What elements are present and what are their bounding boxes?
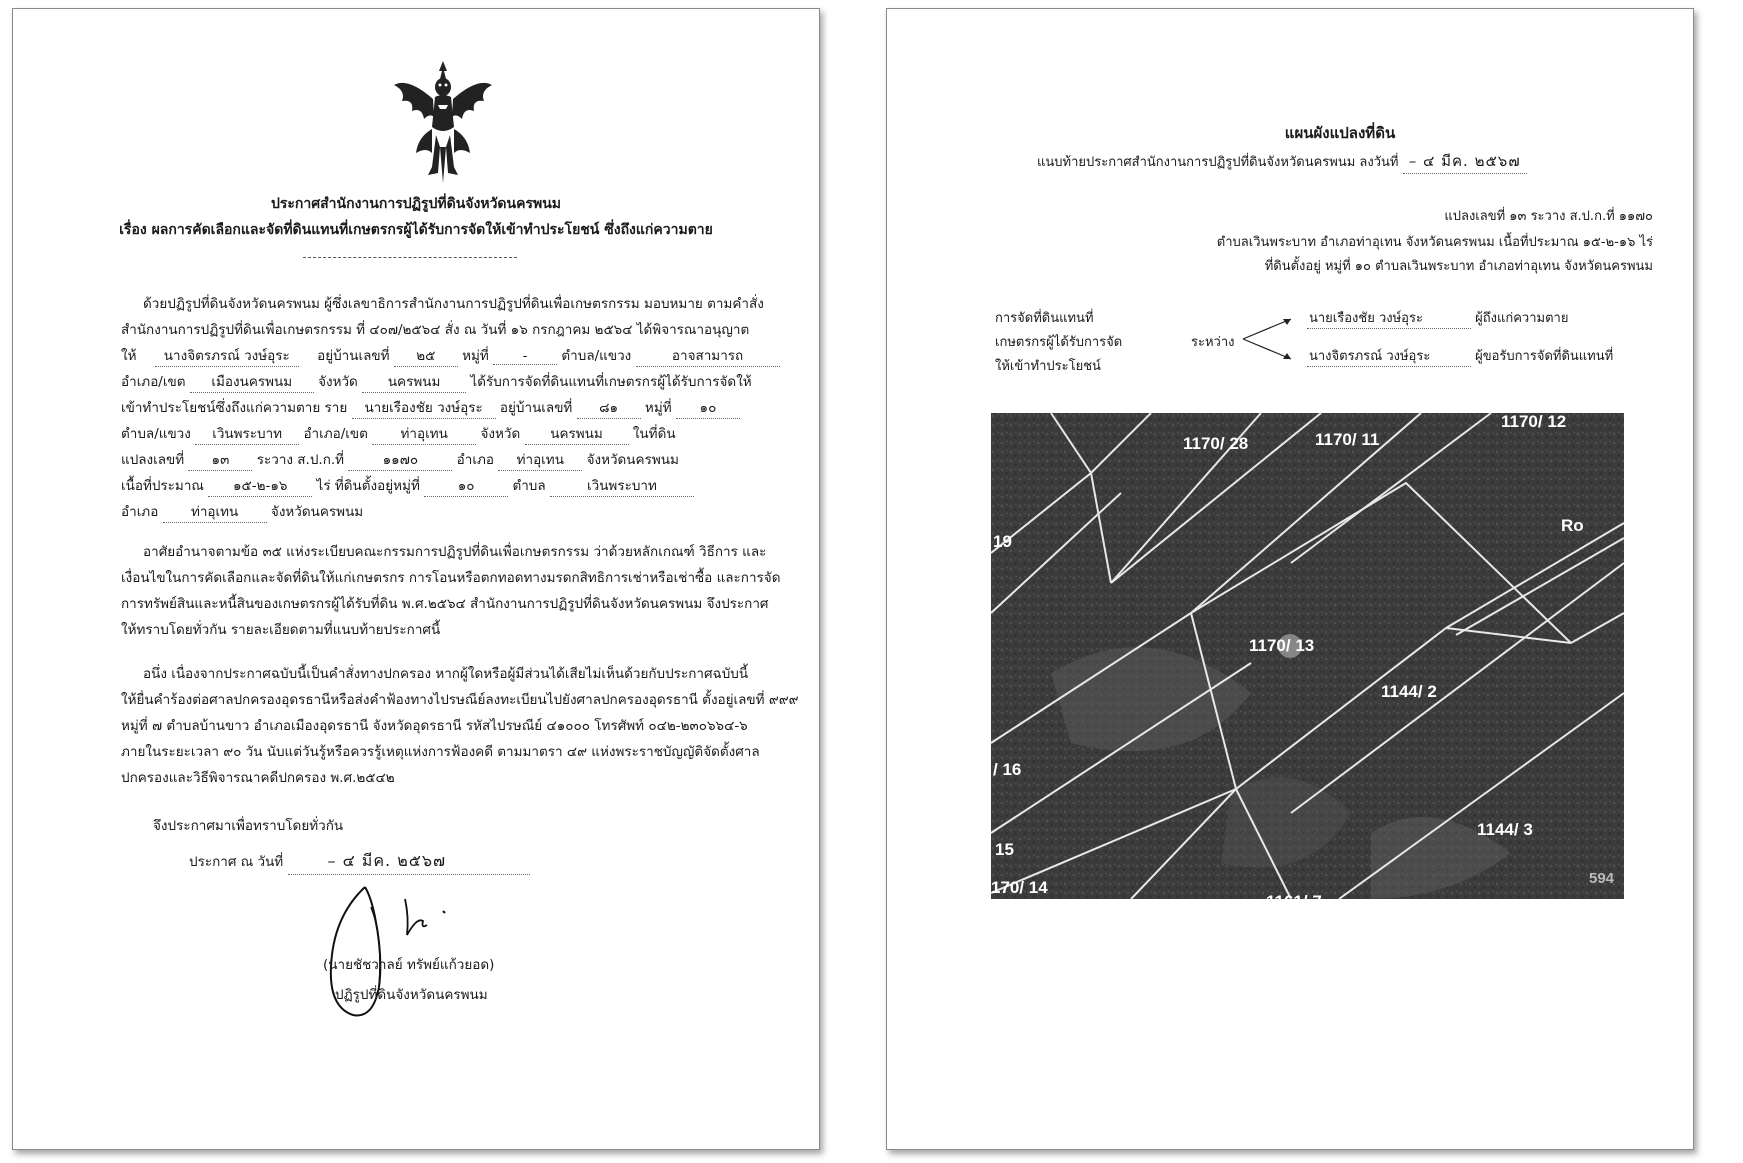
aerial-plot-map [991, 412, 1624, 911]
map-label-6: 1170/ 13 [1249, 636, 1315, 655]
map-label-7: 1144/ 2 [1381, 682, 1437, 701]
plot-line2: ตำบลเวินพระบาท อำเภอท่าอุเทน จังหวัดนครพนม เนื้อที่ประมาณ ๑๕-๒-๑๖ ไร่ [1216, 235, 1653, 250]
plot-line1: แปลงเลขที่ ๑๓ ระวาง ส.ป.ก.ที่ ๑๑๗๐ [1444, 209, 1653, 224]
p3-line2: ให้ยื่นคำร้องต่อศาลปกครองอุดรธานีหรือส่งคำฟ้องทางไปรษณีย์ลงทะเบียนไปยังศาลปกครองอุดรธานี ตั้งอยู่เลขที่ ๙๙๙ [121, 692, 799, 708]
p3-line5: ปกครองและวิธีพิจารณาคดีปกครอง พ.ศ.๒๕๔๒ [121, 770, 395, 786]
label-sector: ระวาง ส.ป.ก.ที่ [256, 452, 345, 468]
text-received: ได้รับการจัดที่ดินแทนที่เกษตรกรผู้ได้รับการจัดให้ [470, 374, 752, 390]
person1-role: ผู้ถึงแก่ความตาย [1475, 311, 1569, 326]
person-row-2 [1307, 345, 1613, 367]
p3-line1: อนึ่ง เนื่องจากประกาศฉบับนี้เป็นคำสั่งทางปกครอง หากผู้ใดหรือผู้มีส่วนได้เสียไม่เห็นด้วยกับประกาศฉบับนี้ [143, 666, 749, 682]
applicant-name: นางจิตรภรณ์ วงษ์อุระ [155, 344, 299, 367]
label-moo-2: หมู่ที่ [644, 400, 672, 416]
map-page-subtitle [1037, 149, 1527, 174]
plot-no: ๑๓ [188, 448, 252, 471]
map-label-10: 15 [995, 840, 1014, 859]
map-date-value: ๔ มีค. ๒๕๖๗ [1422, 152, 1521, 170]
announce-date: – ๔ มีค. ๒๕๖๗ [288, 849, 530, 875]
alloc-label-1: การจัดที่ดินแทนที่ [995, 311, 1094, 326]
p2-line4: ให้ทราบโดยทั่วกัน รายละเอียดตามที่แนบท้ายประกาศนี้ [121, 622, 441, 638]
p2-line2: เงื่อนไขในการคัดเลือกและจัดที่ดินให้แก่เกษตรกร การโอนหรือตกทอดทางมรดกสิทธิการเช่าหรือเช่าซื้อ และการจัด [121, 570, 781, 586]
text-deceased: เข้าทำประโยชน์ซึ่งถึงแก่ความตาย ราย [121, 400, 348, 416]
p1-line7 [121, 448, 679, 471]
map-label-9: 1144/ 3 [1477, 820, 1533, 839]
p3-line4: ภายในระยะเวลา ๙๐ วัน นับแต่วันรู้หรือควรรู้เหตุแห่งการฟ้องคดี ตามมาตรา ๔๙ แห่งพระราชบัญญัติจัดตั้งศาล [121, 744, 760, 760]
garuda-emblem [388, 57, 498, 187]
person2-role: ผู้ขอรับการจัดที่ดินแทนที่ [1475, 349, 1614, 364]
p1-line5 [121, 396, 740, 419]
p1-line3 [121, 344, 780, 367]
p1-line2: สำนักงานการปฏิรูปที่ดินเพื่อเกษตรกรรม ที่ ๔๐๗/๒๕๖๔ สั่ง ณ วันที่ ๑๖ กรกฎาคม ๒๕๖๔ ได้พิจารณาอนุญาต [121, 322, 750, 338]
label-located: ที่ดินตั้งอยู่หมู่ที่ [334, 478, 420, 494]
between-arrows [1239, 311, 1299, 367]
label-tambon: ตำบล/แขวง [561, 348, 632, 364]
map-label-13: 594 [1589, 870, 1615, 887]
subtitle-text: แนบท้ายประกาศสำนักงานการปฏิรูปที่ดินจังหวัดนครพนม ลงวันที่ [1037, 155, 1399, 170]
announce-date-value: ๔ มีค. ๒๕๖๗ [342, 851, 447, 870]
map-page-title: แผนผังแปลงที่ดิน [1284, 124, 1396, 142]
signer-name: (นายชัชวาลย์ ทรัพย์แก้วยอด) [323, 957, 495, 973]
paragraph-authority [121, 539, 781, 643]
label-house-no-2: อยู่บ้านเลขที่ [499, 400, 573, 416]
label-amphoe-4: อำเภอ [121, 504, 159, 520]
p1-line1: ด้วยปฏิรูปที่ดินจังหวัดนครพนม ผู้ซึ่งเลขาธิการสำนักงานการปฏิรูปที่ดินเพื่อเกษตรกรรม มอบหมาย ตามคำสั่ง [143, 296, 764, 312]
amphoe-2: ท่าอุเทน [372, 422, 476, 445]
label-tambon-3: ตำบล [512, 478, 546, 494]
p2-line1: อาศัยอำนาจตามข้อ ๓๕ แห่งระเบียบคณะกรรมการปฏิรูปที่ดินเพื่อเกษตรกรรม ว่าด้วยหลักเกณฑ์ วิธีการ และ [143, 544, 767, 560]
label-amphoe-2: อำเภอ/เขต [303, 426, 368, 442]
label-rai: ไร่ [316, 478, 331, 494]
house-no: ๒๕ [394, 344, 458, 367]
p1-line9 [121, 500, 363, 523]
p1-line4 [121, 370, 752, 393]
map-label-2: 1170/ 11 [1315, 430, 1380, 449]
label-tambon-2: ตำบล/แขวง [121, 426, 191, 442]
map-label-12: 1161/ 7 [1266, 892, 1322, 911]
map-label-11: 170/ 14 [991, 878, 1048, 897]
land-plot-map-page [886, 8, 1694, 1150]
area: ๑๕-๒-๑๖ [208, 474, 312, 497]
label-announced: ประกาศ ณ วันที่ [189, 854, 284, 870]
person1-name: นายเรืองชัย วงษ์อุระ [1307, 307, 1471, 329]
label-province: จังหวัด [318, 374, 358, 390]
label-amphoe: อำเภอ/เขต [121, 374, 186, 390]
p2-line3: การทรัพย์สินและหนี้สินของเกษตรกรผู้ได้รับที่ดิน พ.ศ.๒๕๖๔ สำนักงานการปฏิรูปที่ดินจังหวัดนครพนม จึงประกาศ [121, 596, 769, 612]
province: นครพนม [362, 370, 466, 393]
announcement-page [12, 8, 820, 1150]
label-to: ให้ [121, 348, 137, 364]
signer-title: ปฏิรูปที่ดินจังหวัดนครพนม [335, 987, 488, 1003]
p3-line3: หมู่ที่ ๗ ตำบลบ้านขาว อำเภอเมืองอุดรธานี จังหวัดอุดรธานี รหัสไปรษณีย์ ๔๑๐๐๐ โทรศัพท์ ๐๔๒-๒๓๐๖๖๔-๖ [121, 718, 748, 734]
map-label-5: Ro [1561, 516, 1584, 535]
sector: ๑๑๗๐ [348, 448, 452, 471]
amphoe: เมืองนครพนม [190, 370, 314, 393]
province-2: นครพนม [525, 422, 629, 445]
tambon: อาจสามารถ [636, 344, 780, 367]
label-area: เนื้อที่ประมาณ [121, 478, 204, 494]
house-no-2: ๘๑ [577, 396, 641, 419]
person-row-1 [1307, 307, 1568, 329]
tambon-3: เวินพระบาท [550, 474, 694, 497]
amphoe-4: ท่าอุเทน [163, 500, 267, 523]
map-label-3: 1170/ 12 [1501, 412, 1567, 431]
p1-line6 [121, 422, 676, 445]
paragraph-appeal [121, 661, 799, 791]
moo-3: ๑๐ [424, 474, 508, 497]
label-moo: หมู่ที่ [462, 348, 489, 364]
announce-date-row [189, 849, 530, 875]
label-plot: แปลงเลขที่ [121, 452, 185, 468]
p1-line8 [121, 474, 694, 497]
moo: - [493, 348, 557, 365]
label-province-2: จังหวัด [480, 426, 521, 442]
between-label: ระหว่าง [1191, 335, 1235, 350]
alloc-label-3: ให้เข้าทำประโยชน์ [995, 359, 1101, 374]
alloc-label-2: เกษตรกรผู้ได้รับการจัด [995, 335, 1123, 350]
map-label-8: / 16 [993, 760, 1022, 779]
map-label-4: 19 [993, 532, 1012, 551]
label-house-no: อยู่บ้านเลขที่ [317, 348, 390, 364]
announcement-subject: เรื่อง ผลการคัดเลือกและจัดที่ดินแทนที่เกษตรกรผู้ได้รับการจัดให้เข้าทำประโยชน์ ซึ่งถึงแก่ความตาย [119, 222, 713, 238]
title-divider [303, 257, 517, 258]
label-in-land: ในที่ดิน [632, 426, 676, 442]
tambon-2: เวินพระบาท [195, 422, 299, 445]
amphoe-3: ท่าอุเทน [498, 448, 582, 471]
map-date: – ๔ มีค. ๒๕๖๗ [1403, 149, 1527, 174]
moo-2: ๑๐ [676, 396, 740, 419]
person2-name: นางจิตรภรณ์ วงษ์อุระ [1307, 345, 1471, 367]
map-label-1: 1170/ 28 [1183, 434, 1249, 453]
province-full: จังหวัดนครพนม [586, 452, 679, 468]
plot-line3: ที่ดินตั้งอยู่ หมู่ที่ ๑๐ ตำบลเวินพระบาท อำเภอท่าอุเทน จังหวัดนครพนม [1264, 259, 1653, 274]
closing-text: จึงประกาศมาเพื่อทราบโดยทั่วกัน [153, 818, 344, 834]
deceased-name: นายเรืองชัย วงษ์อุระ [352, 396, 496, 419]
label-amphoe-3: อำเภอ [456, 452, 494, 468]
announcement-title: ประกาศสำนักงานการปฏิรูปที่ดินจังหวัดนครพนม [270, 196, 561, 212]
province-full-2: จังหวัดนครพนม [270, 504, 364, 520]
